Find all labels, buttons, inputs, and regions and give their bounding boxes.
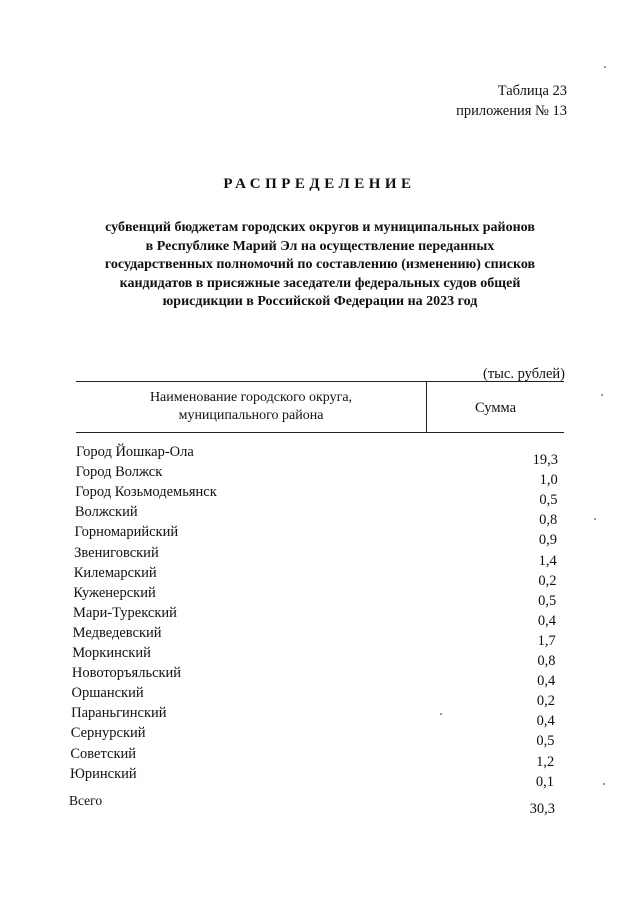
row-value: 0,2 [536,693,555,710]
row-value: 19,3 [532,452,558,468]
column-header-sum: Сумма [474,400,517,416]
row-name: Сернурский [70,725,146,742]
row-name: Город Йошкар-Ола [76,444,194,460]
row-value: 0,8 [539,512,558,529]
scan-speck [601,394,603,396]
scan-speck [440,713,442,715]
row-name: Куженерский [73,584,156,601]
row-value: 0,1 [535,773,554,790]
row-name: Параньгинский [71,705,167,722]
document-subtitle [70,219,570,312]
table-number: Таблица 23 [497,83,567,99]
row-value: 0,5 [538,592,557,609]
row-name: Оршанский [71,685,144,702]
column-header-name [76,389,426,425]
row-value: 0,4 [536,713,555,730]
subtitle-line: в Республике Марий Эл на осуществление переданных [145,238,495,254]
row-name: Новоторъяльский [71,665,182,682]
row-name: Город Козьмодемьянск [75,484,217,501]
row-value: 0,4 [537,612,556,629]
row-name: Советский [70,745,137,762]
column-header-name-line: Наименование городского округа, [149,390,353,405]
unit-label: (тыс. рублей) [483,366,565,382]
subtitle-line: субвенций бюджетам городских округов и муниципальных районов [105,220,535,235]
row-value: 0,8 [537,653,556,669]
row-value: 0,9 [538,532,557,549]
row-value: 1,0 [539,472,558,489]
row-value: 0,4 [537,673,556,690]
scan-speck [604,66,606,68]
row-name: Мари-Турекский [73,604,177,621]
row-value: 0,2 [538,572,557,589]
document-title: РАСПРЕДЕЛЕНИЕ [223,176,416,192]
scan-speck [603,783,605,785]
total-label: Всего [69,793,103,808]
subtitle-line: юрисдикции в Российской Федерации на 2023 год [162,294,478,309]
row-value: 0,5 [536,733,555,750]
row-name: Юринский [70,765,137,782]
total-value: 30,3 [529,801,555,817]
scan-speck [594,518,596,520]
row-value: 1,4 [538,552,557,569]
row-value: 1,2 [536,753,555,770]
appendix-number: приложения № 13 [456,103,567,119]
row-name: Волжский [74,504,138,521]
row-name: Килемарский [73,564,157,581]
column-header-name-line: муниципального района [178,408,324,423]
row-name: Горномарийский [74,524,179,541]
row-name: Медведевский [72,624,162,641]
subtitle-line: государственных полномочий по составлению (изменению) списков [104,257,536,272]
row-value: 1,7 [537,632,556,649]
row-name: Звениговский [74,544,159,561]
table-top-rule [76,381,564,382]
row-value: 0,5 [539,492,558,509]
table-header-rule [76,432,564,433]
row-name: Моркинский [72,645,151,661]
row-name: Город Волжск [75,464,163,481]
subtitle-line: кандидатов в присяжные заседатели федеральных судов общей [119,275,521,291]
